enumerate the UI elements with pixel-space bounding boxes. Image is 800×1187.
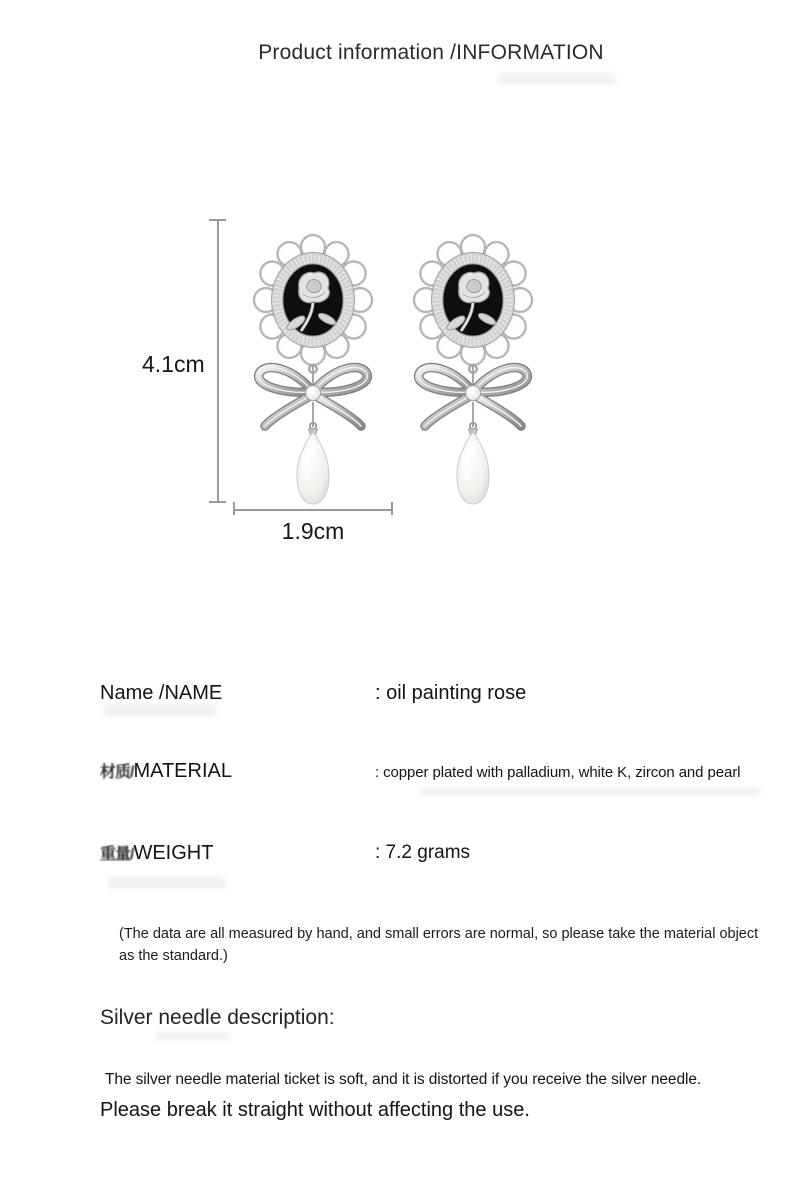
page-title: Product information /INFORMATION <box>258 41 604 64</box>
earring-image-left <box>248 228 378 520</box>
needle-soft-note: The silver needle material ticket is soft, and it is distorted if you receive the silver needle. <box>105 1071 702 1088</box>
measurement-note-line1: (The data are all measured by hand, and small errors are normal, so please take the material object <box>119 926 759 942</box>
translation-artifact-smudge <box>155 1032 230 1041</box>
spec-label-name: Name /NAME <box>100 682 223 704</box>
width-dimension-tick-right <box>391 502 393 515</box>
spec-value-name: : oil painting rose <box>375 682 527 704</box>
width-dimension-tick-left <box>233 502 235 515</box>
height-dimension-line <box>217 220 219 503</box>
translation-artifact-smudge <box>498 73 616 85</box>
measurement-note <box>119 923 799 967</box>
spec-label-material: 材质/MATERIAL <box>100 760 232 782</box>
spec-value-weight: : 7.2 grams <box>375 842 471 863</box>
spec-label-weight: 重量/WEIGHT <box>100 842 214 864</box>
spec-value-material: : copper plated with palladium, white K, zircon and pearl <box>375 764 741 781</box>
height-dimension-cap-top <box>209 219 226 221</box>
width-dimension-label: 1.9cm <box>281 518 345 544</box>
translation-artifact-smudge <box>108 876 226 889</box>
spec-row-weight <box>100 841 795 873</box>
earring-image-right <box>408 228 538 520</box>
translation-artifact-smudge <box>420 787 760 796</box>
needle-usage-note: Please break it straight without affecting the use. <box>100 1099 530 1121</box>
measurement-note-line2: as the standard.) <box>119 948 228 964</box>
height-dimension-label: 4.1cm <box>142 351 205 377</box>
garbled-prefix: 重量/ <box>100 846 134 863</box>
garbled-prefix: 材质/ <box>100 764 134 781</box>
needle-description-heading: Silver needle description: <box>100 1006 335 1029</box>
height-dimension-cap-bottom <box>209 501 226 503</box>
translation-artifact-smudge <box>104 704 216 717</box>
